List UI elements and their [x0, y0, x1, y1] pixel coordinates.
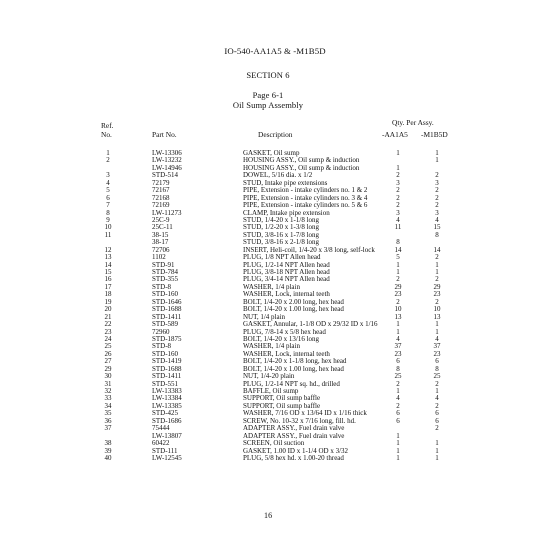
description-cell: INSERT, Heli-coil, 1/4-20 x 3/8 long, self-lock [243, 245, 375, 254]
description-cell: PIPE, Extension - intake cylinders no. 5 & 6 [243, 201, 368, 210]
part-number-cell: STD-160 [152, 290, 179, 299]
description-cell: STUD, Intake pipe extensions [243, 178, 328, 187]
ref-cell: 8 [106, 208, 110, 217]
qty-aa1a5-cell: 23 [394, 290, 402, 299]
ref-cell: 30 [104, 372, 112, 381]
qty-m1b5d-cell: 1 [435, 446, 439, 455]
description-cell: CLAMP, Intake pipe extension [243, 208, 330, 217]
part-number-cell: 72168 [152, 193, 170, 202]
part-number-cell: STD-514 [152, 171, 179, 180]
ref-cell: 7 [106, 201, 110, 210]
description-cell: PIPE, Extension - intake cylinders no. 1 & 2 [243, 186, 368, 195]
ref-cell: 24 [104, 334, 112, 343]
ref-cell: 38 [104, 439, 112, 448]
ref-header-line2: No. [101, 130, 112, 139]
qty-m1b5d-cell: 1 [435, 327, 439, 336]
part-number-cell: LW-11273 [152, 208, 182, 217]
ref-cell: 27 [104, 357, 112, 366]
ref-cell: 16 [104, 275, 112, 284]
ref-cell: 3 [106, 171, 110, 180]
qty-m1b5d-cell: 13 [433, 312, 441, 321]
qty-m1b5d-cell: 2 [435, 171, 439, 180]
part-number-cell: STD-784 [152, 268, 179, 276]
ref-cell: 2 [106, 156, 110, 165]
qty-m1b5d-cell: 1 [435, 387, 439, 395]
assembly-title: Oil Sump Assembly [232, 100, 304, 110]
part-number-cell: STD-589 [152, 320, 179, 329]
part-number-cell: 72169 [152, 201, 170, 210]
part-number-cell: 25C-9 [152, 215, 170, 224]
description-cell: SUPPORT, Oil sump baffle [243, 401, 321, 410]
qty-m1b5d-cell: 2 [435, 424, 439, 433]
part-number-cell: STD-1419 [152, 357, 182, 366]
qty-m1b5d-cell: 29 [433, 282, 441, 291]
qty-m1b5d-cell: 4 [435, 334, 439, 343]
qty-aa1a5-cell: 23 [394, 349, 402, 358]
page-reference: Page 6-1 [252, 90, 284, 100]
description-cell: PLUG, 3/4-14 NPT Allen head [243, 275, 330, 284]
qty-aa1a5-cell: 25 [394, 372, 402, 381]
part-number-cell: LW-12545 [152, 453, 182, 462]
qty-aa1a5-cell: 6 [396, 416, 400, 425]
qty-m1b5d-cell: 23 [433, 290, 441, 299]
ref-cell: 33 [104, 394, 112, 403]
page-number: 16 [264, 511, 273, 520]
qty-aa1a5-cell: 1 [396, 446, 400, 455]
ref-cell: 19 [104, 297, 112, 306]
qty-aa1a5-cell: 14 [394, 245, 402, 254]
qty-aa1a5-cell: 13 [394, 312, 402, 321]
description-cell: WASHER, Lock, internal teeth [243, 349, 330, 358]
part-number-cell: STD-91 [152, 260, 175, 269]
qty-m1b5d-cell: 6 [435, 357, 439, 366]
part-number-cell: STD-8 [152, 282, 172, 291]
part-number-cell: STD-355 [152, 275, 179, 284]
qty-aa1a5-cell: 2 [396, 201, 400, 210]
qty-m1b5d-cell: 1 [435, 149, 439, 157]
qty-m1b5d-cell: 2 [435, 186, 439, 195]
qty-aa1a5-cell: 1 [396, 320, 400, 329]
ref-cell: 25 [104, 342, 112, 351]
table-row [0, 455, 550, 462]
qty-aa1a5-cell: 1 [396, 453, 400, 462]
qty-m1b5d-cell: 14 [433, 245, 441, 254]
ref-cell: 5 [106, 186, 110, 195]
part-number-cell: STD-1411 [152, 312, 182, 321]
qty-m1b5d-cell: 6 [435, 409, 439, 418]
part-number-cell: STD-111 [152, 446, 178, 455]
ref-cell: 4 [106, 178, 110, 187]
part-number-cell: STD-1688 [152, 364, 182, 373]
description-cell: PLUG, 1/2-14 NPT sq. hd., drilled [243, 379, 340, 388]
part-number-cell: LW-13385 [152, 401, 182, 410]
part-number-cell: 38-15 [152, 230, 169, 239]
description-cell: SUPPORT, Oil sump baffle [243, 394, 321, 403]
ref-cell: 11 [104, 230, 112, 239]
qty-aa1a5-cell: 8 [396, 238, 400, 247]
part-number-cell: 1102 [152, 253, 166, 262]
qty-aa1a5-cell: 3 [396, 178, 400, 187]
ref-cell: 17 [104, 282, 112, 291]
ref-cell: 31 [104, 379, 112, 388]
ref-cell: 10 [104, 223, 112, 232]
qty-aa1a5-cell: 3 [396, 208, 400, 217]
qty-aa1a5-cell: 1 [396, 149, 400, 157]
qty-aa1a5-cell: 2 [396, 171, 400, 180]
qty-m1b5d-header: -M1B5D [421, 130, 448, 139]
part-number-cell: STD-1646 [152, 297, 182, 306]
ref-cell: 40 [104, 453, 112, 462]
ref-cell: 13 [104, 253, 112, 262]
ref-cell: 20 [104, 305, 112, 314]
part-number-cell: 72960 [152, 327, 170, 336]
description-cell: PLUG, 1/2-14 NPT Allen head [243, 260, 330, 269]
description-cell: WASHER, Lock, internal teeth [243, 290, 330, 299]
ref-cell: 9 [106, 215, 110, 224]
qty-m1b5d-cell: 23 [433, 349, 441, 358]
ref-cell: 23 [104, 327, 112, 336]
part-number-cell: LW-13306 [152, 149, 182, 157]
ref-cell: 37 [104, 424, 112, 433]
qty-aa1a5-cell: 10 [394, 305, 402, 314]
description-header: Description [258, 130, 293, 139]
qty-m1b5d-cell: 1 [435, 453, 439, 462]
qty-aa1a5-cell: 2 [396, 275, 400, 284]
qty-aa1a5-cell: 1 [396, 260, 400, 269]
section-title: SECTION 6 [246, 70, 290, 80]
qty-aa1a5-cell: 2 [396, 186, 400, 195]
ref-cell: 29 [104, 364, 112, 373]
part-number-cell: 72179 [152, 178, 170, 187]
qty-aa1a5-cell: 29 [394, 282, 402, 291]
description-cell: PIPE, Extension - intake cylinders no. 3 & 4 [243, 193, 368, 202]
ref-cell: 22 [104, 320, 112, 329]
qty-aa1a5-cell: 37 [394, 342, 402, 351]
qty-m1b5d-cell: 1 [435, 439, 439, 448]
qty-aa1a5-cell: 8 [396, 364, 400, 373]
description-cell: BOLT, 1/4-20 x 1-1/8 long, hex head [243, 357, 347, 366]
description-cell: DOWEL, 5/16 dia. x 1/2 [243, 171, 313, 180]
description-cell: GASKET, Annular, 1-1/8 OD x 29/32 ID x 1/16 [243, 320, 378, 329]
part-number-cell: STD-1875 [152, 334, 182, 343]
ref-cell: 34 [104, 401, 112, 410]
qty-aa1a5-cell: 2 [396, 193, 400, 202]
ref-cell: 21 [104, 312, 112, 321]
part-number-cell: 38-17 [152, 238, 169, 247]
part-number-cell: STD-8 [152, 342, 172, 351]
description-cell: WASHER, 1/4 plain [243, 282, 300, 291]
ref-cell: 14 [104, 260, 112, 269]
qty-m1b5d-cell: 1 [435, 260, 439, 269]
part-number-cell: 75444 [152, 424, 170, 433]
qty-m1b5d-cell: 2 [435, 253, 439, 262]
qty-aa1a5-cell: 1 [396, 268, 400, 276]
ref-cell: 12 [104, 245, 112, 254]
qty-aa1a5-cell: 4 [396, 334, 400, 343]
description-cell: STUD, 1/4-20 x 1-1/8 long [243, 215, 320, 224]
ref-cell: 15 [104, 268, 112, 276]
ref-cell: 35 [104, 409, 112, 418]
qty-m1b5d-cell: 2 [435, 379, 439, 388]
description-cell: WASHER, 7/16 OD x 13/64 ID x 1/16 thick [243, 409, 367, 418]
qty-m1b5d-cell: 1 [435, 156, 439, 165]
description-cell: STUD, 3/8-16 x 1-7/8 long [243, 230, 320, 239]
qty-aa1a5-cell: 1 [396, 431, 400, 440]
qty-aa1a5-cell: 4 [396, 215, 400, 224]
part-number-cell: STD-1411 [152, 372, 182, 381]
qty-m1b5d-cell: 2 [435, 297, 439, 306]
part-number-cell: LW-13383 [152, 387, 182, 395]
qty-aa1a5-header: -AA1A5 [382, 130, 408, 139]
description-cell: PLUG, 7/8-14 x 5/8 hex head [243, 327, 326, 336]
part-number-cell: LW-13807 [152, 431, 182, 440]
part-number-cell: 72706 [152, 245, 170, 254]
part-number-cell: STD-425 [152, 409, 179, 418]
description-cell: SCREEN, Oil suction [243, 439, 305, 448]
part-number-cell: 25C-11 [152, 223, 173, 232]
ref-cell: 36 [104, 416, 112, 425]
description-cell: STUD, 1/2-20 x 1-3/8 long [243, 223, 320, 232]
description-cell: BOLT, 1/4-20 x 1.00 long, hex head [243, 364, 344, 373]
qty-aa1a5-cell: 4 [396, 394, 400, 403]
qty-m1b5d-cell: 3 [435, 178, 439, 187]
description-cell: STUD, 3/8-16 x 2-1/8 long [243, 238, 320, 247]
qty-aa1a5-cell: 2 [396, 379, 400, 388]
description-cell: PLUG, 5/8 hex hd. x 1.00-20 thread [243, 453, 344, 462]
description-cell: BAFFLE, Oil sump [243, 387, 299, 395]
part-header: Part No. [152, 130, 177, 139]
model-title: IO-540-AA1A5 & -M1B5D [224, 46, 326, 56]
description-cell: WASHER, 1/4 plain [243, 342, 300, 351]
qty-aa1a5-cell: 6 [396, 357, 400, 366]
qty-m1b5d-cell: 4 [435, 394, 439, 403]
description-cell: HOUSING ASSY., Oil sump & induction [243, 163, 360, 172]
qty-m1b5d-cell: 25 [433, 372, 441, 381]
description-cell: HOUSING ASSY., Oil sump & induction [243, 156, 360, 165]
qty-aa1a5-cell: 1 [396, 439, 400, 448]
qty-aa1a5-cell: 1 [396, 327, 400, 336]
qty-m1b5d-cell: 3 [435, 208, 439, 217]
description-cell: GASKET, Oil sump [243, 149, 300, 157]
qty-aa1a5-cell: 1 [396, 163, 400, 172]
qty-m1b5d-cell: 2 [435, 193, 439, 202]
qty-m1b5d-cell: 8 [435, 230, 439, 239]
part-number-cell: LW-14946 [152, 163, 182, 172]
qty-aa1a5-cell: 6 [396, 409, 400, 418]
qty-aa1a5-cell: 5 [396, 253, 400, 262]
part-number-cell: STD-1686 [152, 416, 182, 425]
qty-m1b5d-cell: 15 [433, 223, 441, 232]
ref-cell: 32 [104, 387, 112, 395]
qty-m1b5d-cell: 6 [435, 416, 439, 425]
description-cell: PLUG, 1/8 NPT Allen head [243, 253, 321, 262]
part-number-cell: LW-13384 [152, 394, 182, 403]
qty-aa1a5-cell: 2 [396, 401, 400, 410]
ref-cell: 26 [104, 349, 112, 358]
qty-aa1a5-cell: 2 [396, 297, 400, 306]
description-cell: BOLT, 1/4-20 x 2.00 long, hex head [243, 297, 344, 306]
part-number-cell: 60422 [152, 439, 170, 448]
description-cell: BOLT, 1/4-20 x 13/16 long [243, 334, 320, 343]
qty-m1b5d-cell: 37 [433, 342, 441, 351]
description-cell: SCREW, No. 10-32 x 7/16 long, fill. hd. [243, 416, 356, 425]
description-cell: GASKET, 1.00 ID x 1-1/4 OD x 3/32 [243, 446, 349, 455]
part-number-cell: 72167 [152, 186, 170, 195]
part-number-cell: STD-160 [152, 349, 179, 358]
qty-m1b5d-cell: 2 [435, 401, 439, 410]
qty-m1b5d-cell: 10 [433, 305, 441, 314]
ref-header-line1: Ref. [101, 121, 114, 130]
description-cell: NUT, 1/4-20 plain [243, 372, 295, 381]
ref-cell: 1 [106, 149, 110, 157]
ref-cell: 18 [104, 290, 112, 299]
qty-m1b5d-cell: 4 [435, 215, 439, 224]
qty-m1b5d-cell: 1 [435, 268, 439, 276]
description-cell: NUT, 1/4 plain [243, 312, 286, 321]
ref-cell: 6 [106, 193, 110, 202]
ref-cell: 39 [104, 446, 112, 455]
part-number-cell: STD-1688 [152, 305, 182, 314]
qty-m1b5d-cell: 2 [435, 275, 439, 284]
qty-m1b5d-cell: 8 [435, 364, 439, 373]
part-number-cell: STD-551 [152, 379, 179, 388]
description-cell: ADAPTER ASSY., Fuel drain valve [243, 431, 345, 440]
part-number-cell: LW-13232 [152, 156, 182, 165]
description-cell: BOLT, 1/4-20 x 1.00 long, hex head [243, 305, 344, 314]
parts-table [0, 150, 550, 462]
qty-header: Qty. Per Assy. [392, 118, 434, 127]
qty-m1b5d-cell: 1 [435, 320, 439, 329]
qty-aa1a5-cell: 1 [396, 387, 400, 395]
description-cell: PLUG, 3/8-18 NPT Allen head [243, 268, 330, 276]
description-cell: ADAPTER ASSY., Fuel drain valve [243, 424, 345, 433]
qty-m1b5d-cell: 2 [435, 201, 439, 210]
qty-aa1a5-cell: 11 [394, 223, 402, 232]
